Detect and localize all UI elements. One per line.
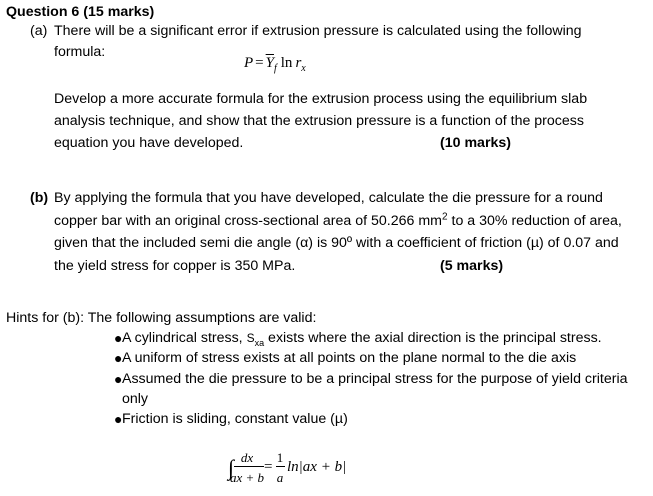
part-a-para-line3: equation you have developed. bbox=[54, 135, 244, 151]
part-a-para-line2: analysis technique, and show that the extrusion pressure is a function of the process bbox=[54, 113, 584, 129]
integral-rhs: ln|ax + b| bbox=[287, 459, 347, 475]
hint-bullet-3-line1: Assumed the die pressure to be a principal stress for the purpose of yield criteria bbox=[122, 371, 628, 387]
part-b-label: (b) bbox=[30, 190, 49, 206]
part-b-line2-pre: copper bar with an original cross-sectional area of 50.266 mm bbox=[54, 213, 442, 229]
part-b-line2 bbox=[54, 211, 622, 231]
hint-bullet-1-sub: xa bbox=[254, 337, 265, 348]
hint-bullet-1-post: exists where the axial direction is the principal stress. bbox=[264, 330, 602, 346]
integral-num1: dx bbox=[240, 450, 254, 465]
part-a-marks: (10 marks) bbox=[440, 135, 511, 151]
bullet-dot-1: ● bbox=[114, 330, 123, 346]
hint-bullet-1-sym: S bbox=[246, 331, 255, 345]
bullet-dot-2: ● bbox=[114, 350, 123, 366]
part-a-line2: formula: bbox=[54, 44, 106, 60]
part-b-line2-sup: 2 bbox=[442, 211, 448, 223]
integral-num2: 1 bbox=[276, 450, 284, 465]
formula-p: P bbox=[244, 55, 254, 71]
formula-ln: ln bbox=[280, 55, 293, 71]
part-b-marks: (5 marks) bbox=[440, 258, 504, 274]
integral-fracbar2 bbox=[276, 466, 285, 467]
formula-r-sub: x bbox=[301, 63, 306, 74]
bullet-dot-4: ● bbox=[114, 411, 123, 427]
integral-den2: a bbox=[276, 470, 284, 485]
hint-bullet-1-pre: A cylindrical stress, bbox=[122, 330, 247, 346]
part-b-line1: By applying the formula that you have developed, calculate the die pressure for a round bbox=[54, 190, 603, 206]
formula-equals: = bbox=[255, 55, 264, 71]
formula-y-sub: f bbox=[273, 63, 277, 74]
part-b-line3: given that the included semi die angle (α) is 90º with a coefficient of friction (µ) of 0.07 and bbox=[54, 235, 619, 251]
hints-intro: Hints for (b): The following assumptions are valid: bbox=[6, 310, 317, 326]
part-b-line4: the yield stress for copper is 350 MPa. bbox=[54, 258, 296, 274]
extrusion-formula bbox=[244, 53, 306, 79]
bullet-dot-3: ● bbox=[114, 371, 123, 387]
question-title: Question 6 (15 marks) bbox=[6, 4, 155, 20]
formula-y: $\overline{Y}$ bbox=[265, 55, 274, 71]
part-a-line1: There will be a significant error if extrusion pressure is calculated using the following bbox=[54, 23, 582, 39]
integral-fracbar1 bbox=[234, 466, 264, 467]
hint-bullet-3-line2: only bbox=[122, 391, 149, 407]
formula-r: r bbox=[295, 55, 302, 71]
hint-bullet-2: A uniform of stress exists at all points on the plane normal to the die axis bbox=[122, 350, 577, 366]
part-a-label: (a) bbox=[30, 23, 48, 39]
integral-eq: = bbox=[264, 459, 273, 475]
hint-bullet-4: Friction is sliding, constant value (µ) bbox=[122, 411, 348, 427]
integral-den1: ax + b bbox=[229, 470, 265, 485]
part-a-para-line1: Develop a more accurate formula for the extrusion process using the equilibrium slab bbox=[54, 91, 588, 107]
integral-sign: ∫ bbox=[228, 455, 235, 480]
part-b-line2-post: to a 30% reduction of area, bbox=[447, 213, 622, 229]
